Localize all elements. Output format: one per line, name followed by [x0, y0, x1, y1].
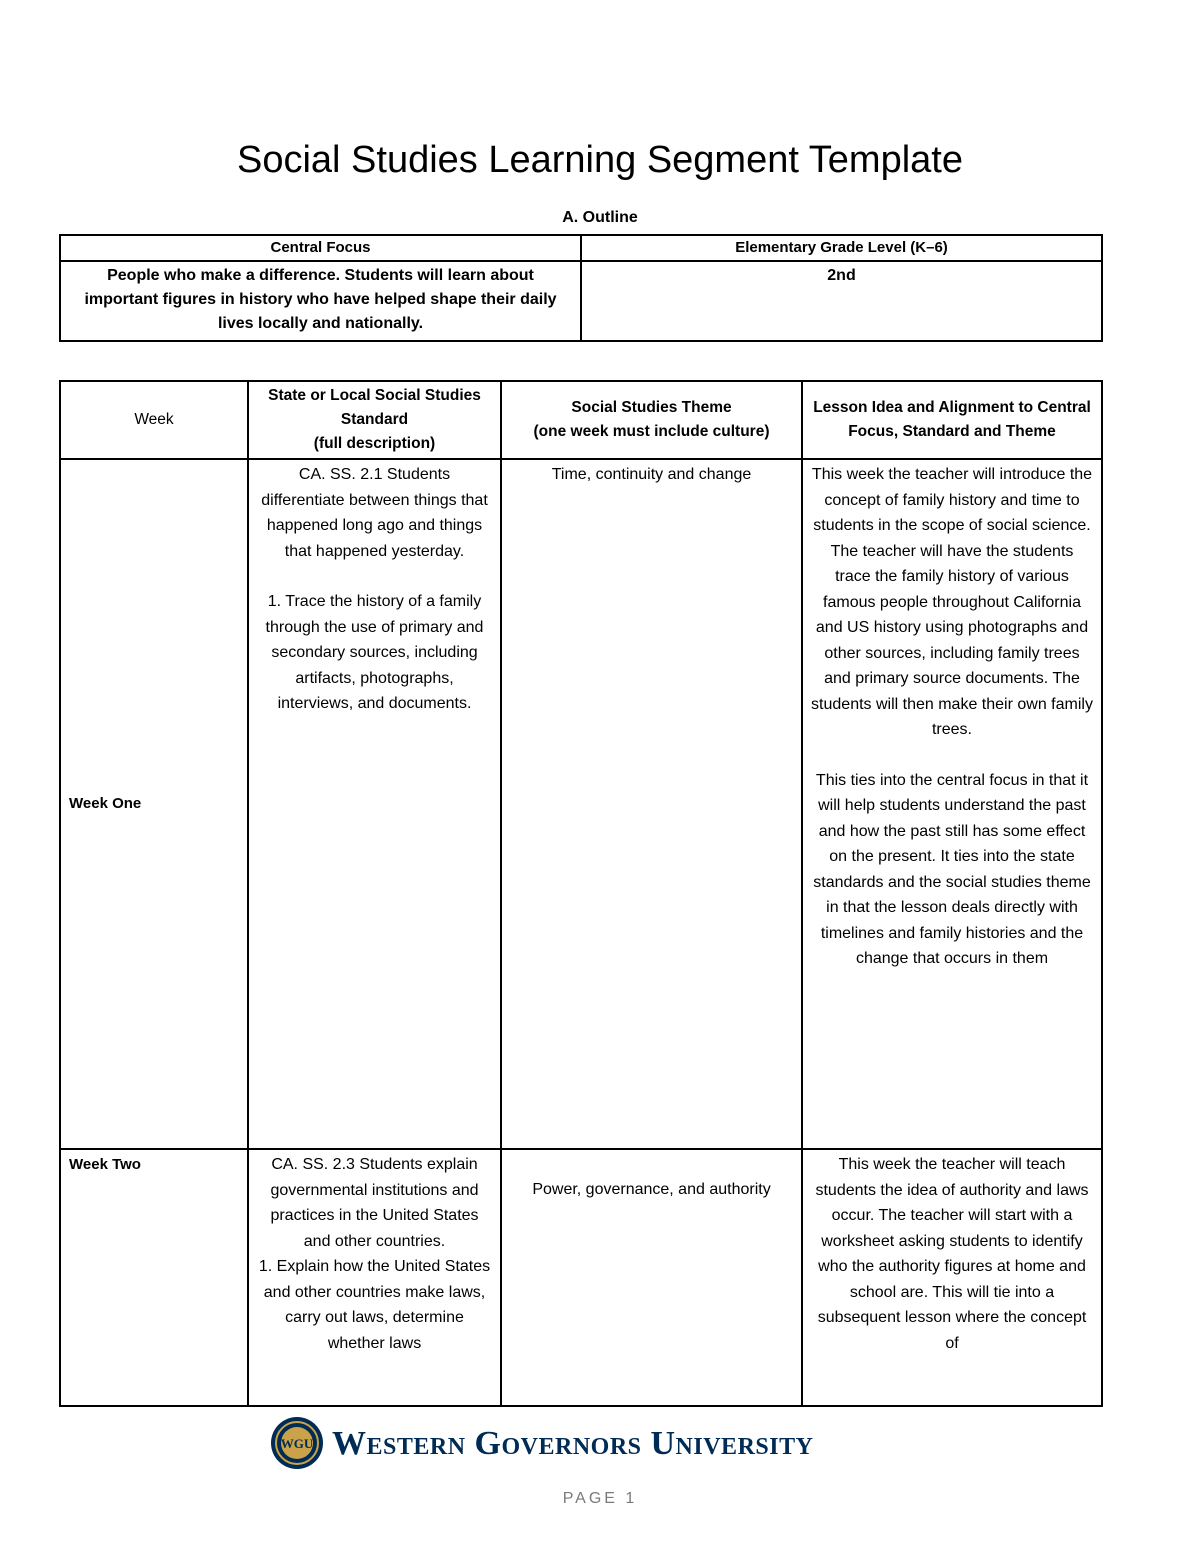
university-name: Western Governors University [332, 1425, 814, 1462]
outline-body-row [60, 261, 1102, 341]
lesson-alignment: This ties into the central focus in that it will help students understand the past and how the past still has some effect on the present. It ties into the state standards and the social studies theme in that the lesson deals directly with timelines and family histories and the change that occurs in them [813, 771, 1096, 967]
standard-cell [248, 1149, 501, 1406]
page-number: PAGE 1 [562, 1490, 638, 1507]
grade-level-header: Elementary Grade Level (K–6) [581, 235, 1102, 261]
standard-header: State or Local Social Studies Standard (full description) [248, 381, 501, 459]
theme-cell: Power, governance, and authority [501, 1149, 802, 1406]
theme-cell: Time, continuity and change [501, 459, 802, 1149]
standard-subitem: 1. Trace the history of a family through the use of primary and secondary sources, including artifacts, photographs, interviews, and documents. [265, 593, 488, 712]
lesson-cell [802, 1149, 1102, 1406]
standard-description: CA. SS. 2.3 Students explain governmental institutions and practices in the United States and other countries. [270, 1156, 484, 1250]
segment-header-row [60, 381, 1102, 459]
central-focus-header: Central Focus [60, 235, 581, 261]
table-row [60, 459, 1102, 1149]
standard-subitem: 1. Explain how the United States and other countries make laws, carry out laws, determine whether laws [258, 1258, 495, 1352]
lesson-idea: This week the teacher will introduce the concept of family history and time to students in the scope of social science. The teacher will have the students trace the family history of various famous people throughout California and US history using photographs and other sources, including family trees and primary source documents. The students will then make their own family trees. [811, 466, 1098, 738]
lesson-cell [802, 459, 1102, 1149]
week-header: Week [60, 381, 248, 459]
svg-text:WGU: WGU [280, 1436, 314, 1451]
standard-cell [248, 459, 501, 1149]
outline-table [59, 234, 1103, 342]
university-seal-icon [270, 1416, 324, 1470]
lesson-header: Lesson Idea and Alignment to Central Focus, Standard and Theme [802, 381, 1102, 459]
university-logo [270, 1414, 910, 1474]
central-focus-value: People who make a difference. Students will learn about important figures in history who have helped shape their daily lives locally and nationally. [60, 261, 581, 341]
document-title: Social Studies Learning Segment Template [237, 139, 963, 182]
outline-header-row [60, 235, 1102, 261]
grade-level-value: 2nd [581, 261, 1102, 341]
table-row [60, 1149, 1102, 1406]
week-label: Week Two [60, 1149, 248, 1406]
section-heading: A. Outline [562, 209, 638, 226]
theme-header: Social Studies Theme (one week must include culture) [501, 381, 802, 459]
standard-description: CA. SS. 2.1 Students differentiate between things that happened long ago and things that happened yesterday. [261, 466, 493, 560]
learning-segment-table [59, 380, 1103, 1407]
lesson-idea: This week the teacher will teach students the idea of authority and laws occur. The teacher will start with a worksheet asking students to identify who the authority figures at home and school are. This will tie into a subsequent lesson where the concept of [815, 1156, 1093, 1352]
week-label: Week One [60, 459, 248, 1149]
